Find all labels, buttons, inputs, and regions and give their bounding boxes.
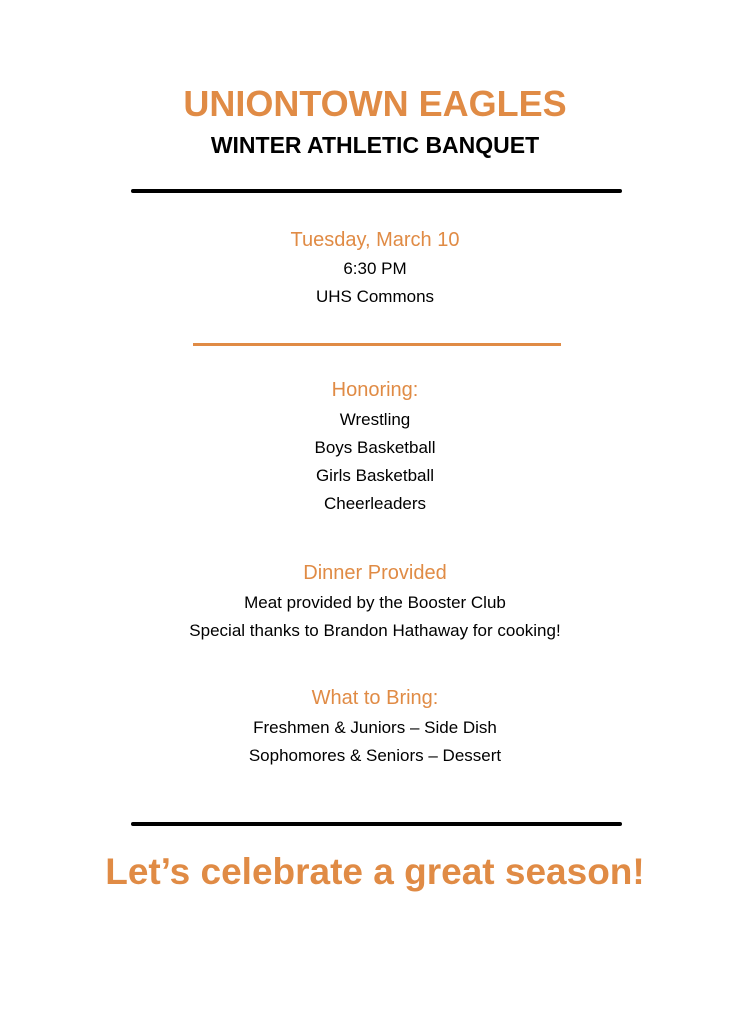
dinner-line: Special thanks to Brandon Hathaway for cooking! — [189, 621, 561, 640]
bring-line: Sophomores & Seniors – Dessert — [248, 746, 502, 765]
closing-tagline: Let’s celebrate a great season! — [105, 851, 645, 892]
honoring-item: Wrestling — [339, 410, 411, 429]
event-time: 6:30 PM — [343, 259, 407, 278]
bring-heading: What to Bring: — [311, 687, 439, 709]
accent-divider — [193, 343, 561, 346]
event-location: UHS Commons — [315, 287, 435, 306]
honoring-item: Cheerleaders — [323, 494, 427, 513]
page-title: UNIONTOWN EAGLES — [183, 83, 567, 124]
bring-line: Freshmen & Juniors – Side Dish — [253, 718, 497, 737]
page-subtitle: WINTER ATHLETIC BANQUET — [210, 132, 540, 158]
event-date: Tuesday, March 10 — [290, 229, 460, 251]
honoring-heading: Honoring: — [331, 379, 419, 401]
honoring-item: Boys Basketball — [314, 438, 436, 457]
bottom-divider — [131, 822, 622, 826]
dinner-line: Meat provided by the Booster Club — [244, 593, 506, 612]
honoring-item: Girls Basketball — [315, 466, 435, 485]
top-divider — [131, 189, 622, 193]
dinner-heading: Dinner Provided — [303, 562, 447, 584]
